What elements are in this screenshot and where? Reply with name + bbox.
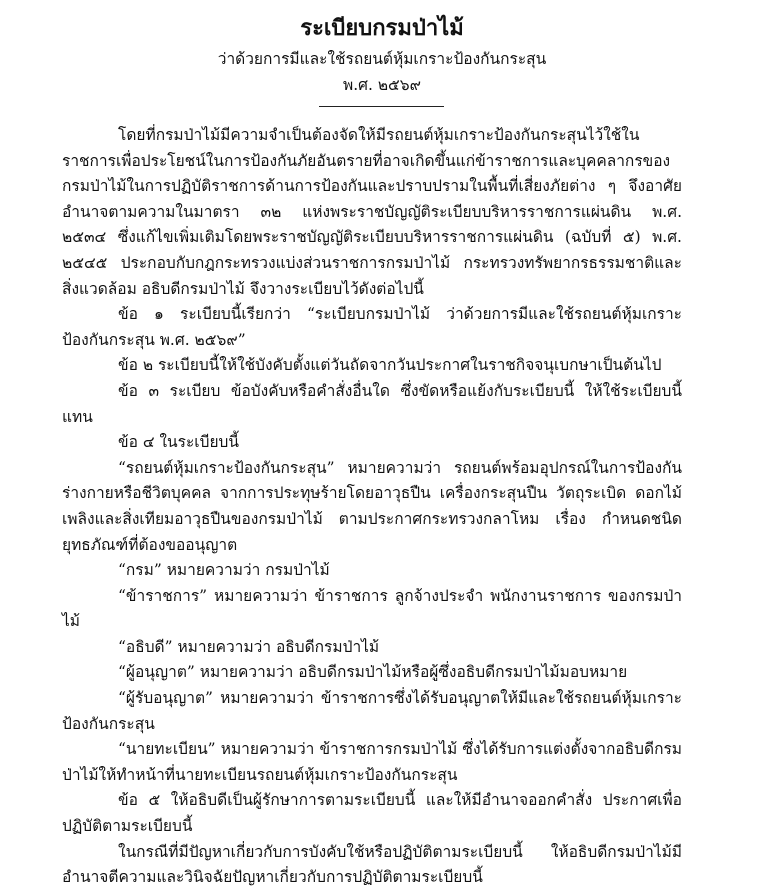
document-body [62, 123, 682, 891]
title-divider [319, 106, 444, 107]
definition-director: “อธิบดี” หมายความว่า อธิบดีกรมป่าไม้ [118, 637, 380, 656]
clause-1: ข้อ ๑ ระเบียบนี้เรียกว่า “ระเบียบกรมป่าไม้ ว่าด้วยการมีและใช้รถยนต์หุ้มเกราะป้องกันกระสุน พ.ศ. ๒๕๖๙” [62, 305, 682, 349]
definition-licensee: “ผู้รับอนุญาต” หมายความว่า ข้าราชการซึ่งได้รับอนุญาตให้มีและใช้รถยนต์หุ้มเกราะป้องกันกระสุน [62, 689, 682, 733]
definition-licensor: “ผู้อนุญาต” หมายความว่า อธิบดีกรมป่าไม้หรือผู้ซึ่งอธิบดีกรมป่าไม้มอบหมาย [118, 663, 628, 682]
document-subtitle: ว่าด้วยการมีและใช้รถยนต์หุ้มเกราะป้องกันกระสุน [217, 50, 547, 68]
preamble-paragraph: โดยที่กรมป่าไม้มีความจำเป็นต้องจัดให้มีรถยนต์หุ้มเกราะป้องกันกระสุนไว้ใช้ในราชการเพื่อประโยชน์ในการป้องกันภัยอันตรายที่อาจเกิดขึ้นแก่ข้าราชการและบุคคลากรของกรมป่าไม้ในการปฏิบัติราชการด้านการป้องกันและปราบปรามในพื้นที่เสี่ยงภัยต่าง ๆ จึงอาศัยอำนาจตามความในมาตรา ๓๒ แห่งพระราชบัญญัติระเบียบบริหารราชการแผ่นดิน พ.ศ. ๒๕๓๔ ซึ่งแก้ไขเพิ่มเติมโดยพระราชบัญญัติระเบียบบริหารราชการแผ่นดิน (ฉบับที่ ๕) พ.ศ. ๒๕๔๕ ประกอบกับกฎกระทรวงแบ่งส่วนราชการกรมป่าไม้ กระทรวงทรัพยากรธรรมชาติและสิ่งแวดล้อม อธิบดีกรมป่าไม้ จึงวางระเบียบไว้ดังต่อไปนี้ [62, 126, 682, 298]
definition-department: “กรม” หมายความว่า กรมป่าไม้ [118, 561, 330, 580]
document-title: ระเบียบกรมป่าไม้ [300, 15, 464, 41]
clause-5: ข้อ ๕ ให้อธิบดีเป็นผู้รักษาการตามระเบียบนี้ และให้มีอำนาจออกคำสั่ง ประกาศเพื่อปฏิบัติตามระเบียบนี้ [62, 791, 682, 836]
definition-official: “ข้าราชการ” หมายความว่า ข้าราชการ ลูกจ้างประจำ พนักงานราชการ ของกรมป่าไม้ [62, 586, 682, 631]
definition-vehicle: “รถยนต์หุ้มเกราะป้องกันกระสุน” หมายความว่า รถยนต์พร้อมอุปกรณ์ในการป้องกันร่างกายหรือชีวิตบุคคล จากการประทุษร้ายโดยอาวุธปืน เครื่องกระสุนปืน วัตถุระเบิด ดอกไม้เพลิงและสิ่งเทียมอาวุธปืนของกรมป่าไม้ ตามประกาศกระทรวงกลาโหม เรื่อง กำหนดชนิดยุทธภัณฑ์ที่ต้องขออนุญาต [62, 458, 682, 554]
definition-registrar: “นายทะเบียน” หมายความว่า ข้าราชการกรมป่าไม้ ซึ่งได้รับการแต่งตั้งจากอธิบดีกรมป่าไม้ให้ทำหน้าที่นายทะเบียนรถยนต์หุ้มเกราะป้องกันกระสุน [62, 740, 682, 784]
clause-2: ข้อ ๒ ระเบียบนี้ให้ใช้บังคับตั้งแต่วันถัดจากวันประกาศในราชกิจจนุเบกษาเป็นต้นไป [118, 356, 662, 375]
document-year: พ.ศ. ๒๕๖๙ [343, 76, 421, 94]
clause-4: ข้อ ๔ ในระเบียบนี้ [118, 433, 239, 452]
clause-3: ข้อ ๓ ระเบียบ ข้อบังคับหรือคำสั่งอื่นใด ซึ่งขัดหรือแย้งกับระเบียบนี้ ให้ใช้ระเบียบนี้แทน [62, 381, 682, 426]
closing-paragraph: ในกรณีที่มีปัญหาเกี่ยวกับการบังคับใช้หรือปฏิบัติตามระเบียบนี้ ให้อธิบดีกรมป่าไม้มีอำนาจตีความและวินิจฉัยปัญหาเกี่ยวกับการปฏิบัติตามระเบียบนี้ [62, 842, 682, 887]
